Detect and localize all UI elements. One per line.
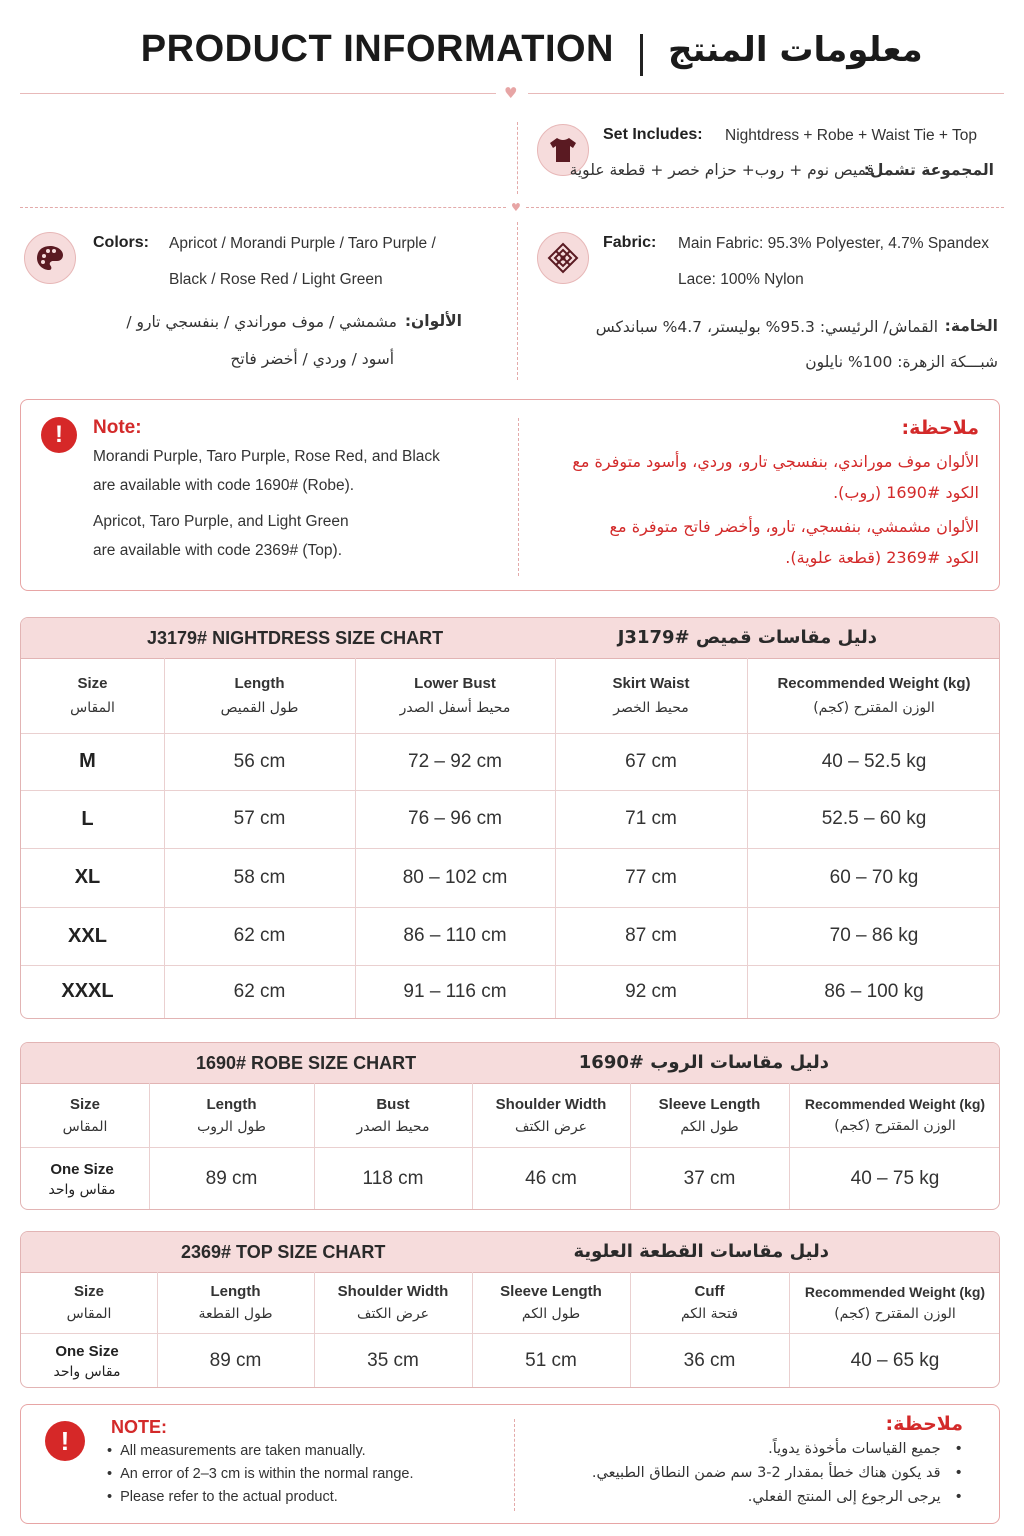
header-cuff: Cuff فتحة الكم <box>680 1283 739 1322</box>
header-size: Size المقاس <box>62 1095 108 1135</box>
size-cell: One Size مقاس واحد <box>48 1160 116 1198</box>
size-cell: XXL <box>68 924 107 947</box>
section-rule-left <box>20 207 506 208</box>
header-shoulder-width: Shoulder Width عرض الكتف <box>495 1095 607 1135</box>
value-cell: 35 cm <box>367 1350 419 1371</box>
page-title-ar: معلومات المنتج <box>668 30 923 70</box>
value-cell: 40 – 75 kg <box>850 1168 940 1189</box>
note-title-ar: ملاحظة: <box>901 417 979 439</box>
value-cell: 118 cm <box>362 1168 424 1189</box>
measurement-note-box <box>20 1404 1000 1524</box>
colors-label-ar: الألوان: <box>404 312 462 330</box>
value-cell: 80 – 102 cm <box>402 866 508 888</box>
list-item: • Please refer to the actual product. <box>107 1489 338 1505</box>
set-value: Nightdress + Robe + Waist Tie + Top <box>725 127 978 144</box>
value-cell: 62 cm <box>233 925 286 946</box>
list-item: • An error of 2–3 cm is within the normal range. <box>107 1466 414 1482</box>
small-heart-icon: ♥ <box>511 201 521 214</box>
colors-fabric-divider <box>517 222 518 380</box>
header-rule-left <box>20 93 496 94</box>
colors-line1-ar: مشمشي / موف موراندي / بنفسجي تارو / <box>126 313 397 331</box>
note-title-ar: ملاحظة: <box>885 1413 963 1435</box>
set-label: Set Includes: <box>603 126 703 143</box>
value-cell: 71 cm <box>625 808 677 829</box>
table-title-en: 1690# ROBE SIZE CHART <box>196 1053 417 1073</box>
table-title-ar: دليل مقاسات الروب #1690 <box>578 1052 829 1073</box>
value-cell: 51 cm <box>525 1350 577 1371</box>
note-title: NOTE: <box>111 1417 167 1437</box>
table-title-bar <box>21 1043 999 1084</box>
list-item-ar: • قد يكون هناك خطأ بمقدار 2-3 سم ضمن النطاق الطبيعي. <box>591 1465 963 1481</box>
note-p1-l1: Morandi Purple, Taro Purple, Rose Red, and Black <box>93 448 440 465</box>
fabric-line2: Lace: 100% Nylon <box>678 271 804 288</box>
value-cell: 60 – 70 kg <box>829 866 919 888</box>
header-bust: Bust محيط الصدر <box>356 1095 430 1135</box>
colors-line1: Apricot / Morandi Purple / Taro Purple / <box>169 235 436 252</box>
colors-label: Colors: <box>93 234 149 251</box>
header-weight: Recommended Weight (kg) الوزن المقترح (كجم) <box>804 1096 986 1134</box>
value-cell: 70 – 86 kg <box>829 925 919 946</box>
top-size-table <box>20 1231 1000 1388</box>
page-header <box>0 28 1024 80</box>
heart-icon: ♥ <box>504 84 518 102</box>
value-cell: 92 cm <box>625 980 677 1002</box>
header-length: Length طول الروب <box>197 1095 266 1135</box>
warning-icon: ! <box>45 1421 85 1461</box>
fabric-label: Fabric: <box>603 234 657 251</box>
value-cell: 86 – 100 kg <box>824 980 924 1002</box>
value-cell: 89 cm <box>205 1168 258 1189</box>
color-note-box <box>20 399 1000 591</box>
lace-icon <box>537 232 589 284</box>
note-ar2-l1: الألوان مشمشي، بنفسجي، تارو، وأخضر فاتح متوفرة مع <box>609 517 979 536</box>
header-weight: Recommended Weight (kg) الوزن المقترح (كجم) <box>804 1283 986 1322</box>
note-title: Note: <box>93 417 142 438</box>
title-divider <box>640 34 643 76</box>
note-divider <box>514 1419 515 1511</box>
table-title-ar: دليل مقاسات القطعة العلوية <box>573 1241 829 1262</box>
warning-icon: ! <box>41 417 77 453</box>
set-divider <box>517 122 518 194</box>
header-skirt-waist: Skirt Waist محيط الخصر <box>612 675 690 716</box>
header-length: Length طول القميص <box>220 675 299 716</box>
value-cell: 77 cm <box>625 866 677 888</box>
fabric-line1-ar: القماش/ الرئيسي: 95.3% بوليستر، 4.7% سباندكس <box>595 318 938 336</box>
header-lower-bust: Lower Bust محيط أسفل الصدر <box>399 675 511 716</box>
value-cell: 57 cm <box>233 808 286 829</box>
table-title-bar <box>21 1232 999 1273</box>
header-shoulder-width: Shoulder Width عرض الكتف <box>337 1283 449 1322</box>
note-p1-l2: are available with code 1690# (Robe). <box>93 477 355 494</box>
value-cell: 62 cm <box>233 980 286 1002</box>
nightdress-size-table <box>20 617 1000 1019</box>
value-cell: 52.5 – 60 kg <box>821 808 927 829</box>
header-size: Size المقاس <box>70 675 115 716</box>
value-cell: 40 – 65 kg <box>850 1350 940 1371</box>
header-length: Length طول القطعة <box>198 1283 273 1322</box>
header-weight: Recommended Weight (kg) الوزن المقترح (كجم) <box>777 675 971 716</box>
size-cell: L <box>81 807 94 830</box>
value-cell: 89 cm <box>209 1350 262 1371</box>
value-cell: 87 cm <box>625 925 677 946</box>
value-cell: 76 – 96 cm <box>408 808 502 829</box>
set-value-ar: قميص نوم + روب+ حزام خصر + قطعة علوية <box>569 161 874 179</box>
note-p2-l2: are available with code 2369# (Top). <box>93 542 343 559</box>
colors-line2-ar: أسود / وردي / أخضر فاتح <box>230 350 394 368</box>
robe-size-table <box>20 1042 1000 1210</box>
table-title-en: 2369# TOP SIZE CHART <box>181 1242 386 1262</box>
size-cell: M <box>79 750 96 772</box>
size-cell: One Size مقاس واحد <box>53 1342 121 1380</box>
value-cell: 37 cm <box>683 1168 736 1189</box>
size-cell: XL <box>74 866 101 888</box>
note-ar2-l2: الكود #2369 (قطعة علوية). <box>785 548 979 567</box>
note-p2-l1: Apricot, Taro Purple, and Light Green <box>93 513 349 530</box>
header-sleeve-length: Sleeve Length طول الكم <box>658 1095 761 1135</box>
value-cell: 91 – 116 cm <box>403 980 507 1002</box>
value-cell: 40 – 52.5 kg <box>821 750 927 772</box>
list-item-ar: • يرجى الرجوع إلى المنتج الفعلي. <box>747 1489 963 1505</box>
header-rule-right <box>528 93 1004 94</box>
page-title-en: PRODUCT INFORMATION <box>140 28 614 70</box>
fabric-line2-ar: شبـــكة الزهرة: 100% نايلون <box>805 353 998 371</box>
fabric-line1: Main Fabric: 95.3% Polyester, 4.7% Spandex <box>678 235 990 252</box>
value-cell: 46 cm <box>525 1168 577 1189</box>
value-cell: 72 – 92 cm <box>408 750 502 772</box>
note-divider <box>518 418 519 576</box>
value-cell: 36 cm <box>683 1350 736 1371</box>
set-label-ar: المجموعة تشمل: <box>863 161 994 179</box>
note-ar1-l1: الألوان موف موراندي، بنفسجي تارو، وردي، وأسود متوفرة مع <box>572 452 979 471</box>
size-cell: XXXL <box>61 980 114 1002</box>
value-cell: 58 cm <box>233 866 286 888</box>
header-size: Size المقاس <box>66 1283 112 1322</box>
palette-icon <box>24 232 76 284</box>
value-cell: 56 cm <box>233 750 286 772</box>
table-title-en: J3179# NIGHTDRESS SIZE CHART <box>147 628 444 648</box>
fabric-label-ar: الخامة: <box>944 317 998 335</box>
list-item: • All measurements are taken manually. <box>107 1443 366 1459</box>
table-title-bar <box>21 618 999 659</box>
section-rule-right <box>526 207 1004 208</box>
value-cell: 67 cm <box>625 750 677 772</box>
value-cell: 86 – 110 cm <box>403 925 507 946</box>
note-ar1-l2: الكود #1690 (روب). <box>833 483 979 502</box>
table-title-ar: دليل مقاسات قميص #J3179 <box>617 627 877 648</box>
list-item-ar: • جميع القياسات مأخوذة يدوياً. <box>768 1441 963 1457</box>
colors-line2: Black / Rose Red / Light Green <box>169 271 383 288</box>
header-sleeve-length: Sleeve Length طول الكم <box>500 1283 602 1322</box>
